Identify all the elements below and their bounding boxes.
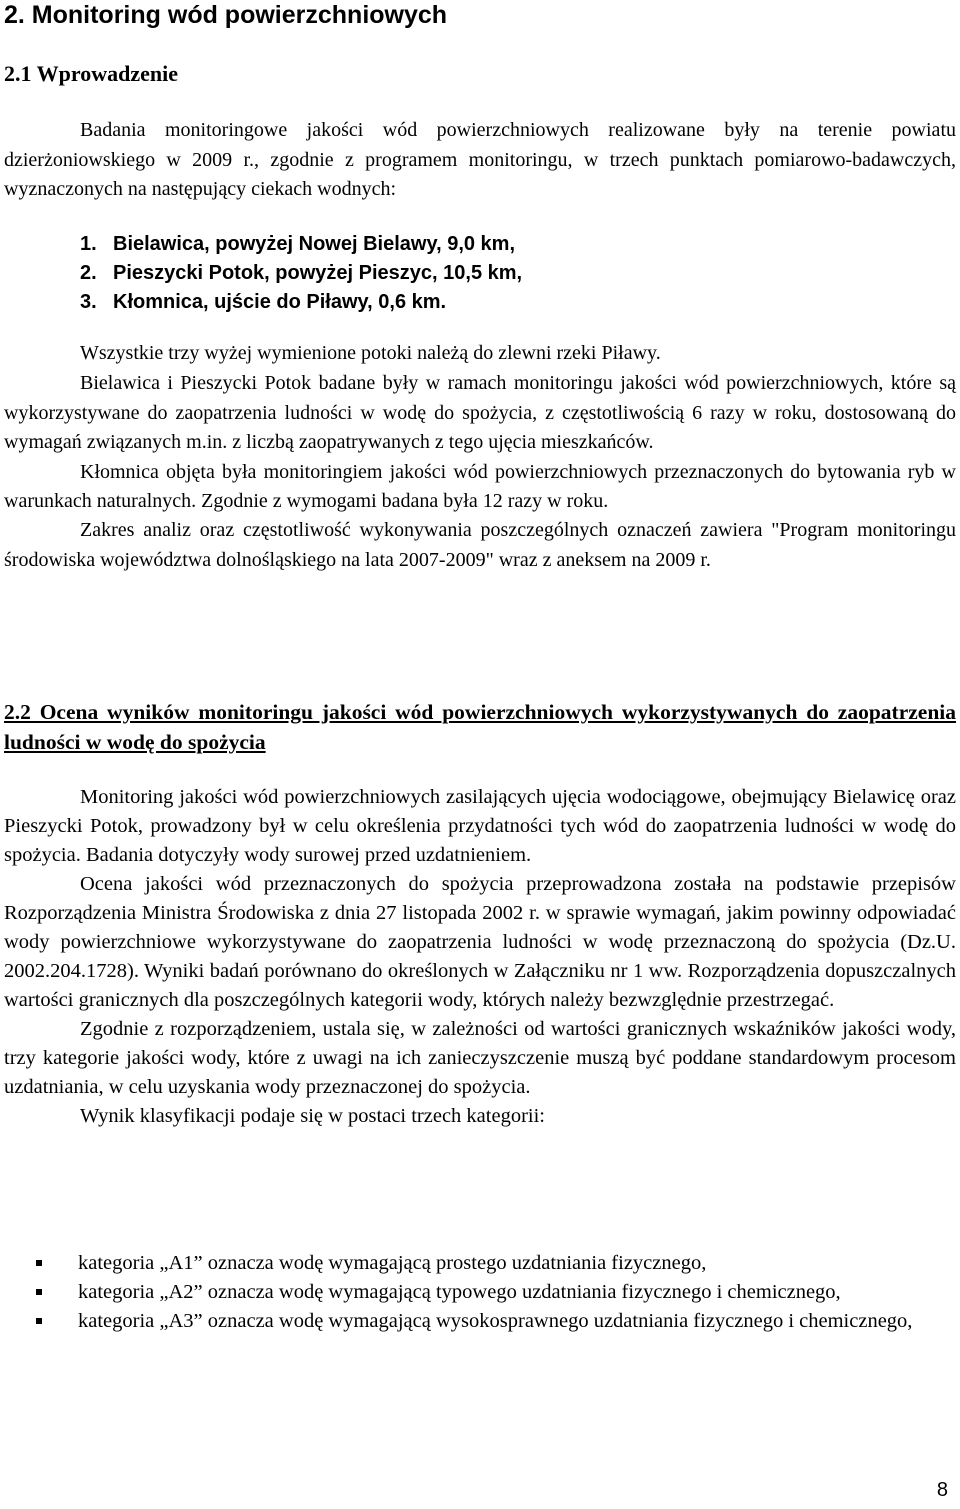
list-item-point-1 (80, 230, 880, 259)
paragraph-fish-monitoring: Kłomnica objęta była monitoringiem jakości wód powierzchniowych przeznaczonych do bytowania ryb w warunkach naturalnych. Zgodnie z wymogami badana była 12 razy w roku. (4, 460, 956, 513)
paragraph-catchment: Wszystkie trzy wyżej wymienione potoki należą do zlewni rzeki Piławy. (80, 342, 661, 364)
catchment-paragraphs (4, 339, 956, 575)
water-categories-list (36, 1249, 956, 1336)
list-item-text: kategoria „A3” oznacza wodę wymagającą wysokosprawnego uzdatniania fizycznego i chemicznego, (78, 1310, 913, 1332)
paragraph-classification: Wynik klasyfikacji podaje się w postaci trzech kategorii: (80, 1105, 545, 1127)
paragraph-monitoring-purpose: Monitoring jakości wód powierzchniowych zasilających ujęcia wodociągowe, obejmujący Bielawicę oraz Pieszycki Potok, prowadzony był w celu określenia przydatności tych wód do zaopatrzenia ludności w wodę do spożycia. Badania dotyczyły wody surowej przed uzdatnieniem. (4, 786, 956, 866)
paragraph-categories-intro: Zgodnie z rozporządzeniem, ustala się, w zależności od wartości granicznych wskaźników jakości wody, trzy kategorie jakości wody, które z uwagi na ich zanieczyszczenie muszą być poddane standardowym procesom uzdatniania, w celu uzyskania wody przeznaczonej do spożycia. (4, 1018, 956, 1098)
list-item-category-a3 (36, 1307, 956, 1336)
intro-paragraph: Badania monitoringowe jakości wód powierzchniowych realizowane były na terenie powiatu dzierżoniowskiego w 2009 r., zgodnie z programem monitoringu, w trzech punktach pomiarowo-badawczych, wyznaczonych na następujący ciekach wodnych: (4, 119, 956, 200)
list-item-category-a1 (36, 1249, 956, 1278)
assessment-paragraphs (4, 783, 956, 1131)
paragraph-regulation: Ocena jakości wód przeznaczonych do spożycia przeprowadzona została na podstawie przepisów Rozporządzenia Ministra Środowiska z dnia 27 listopada 2002 r. w sprawie wymagań, jakim powinny odpowiadać wody powierzchniowe wykorzystywane do zaopatrzenia ludności w wodę przeznaczoną do spożycia (Dz.U. 2002.204.1728). Wyniki badań porównano do określonych w Załączniku nr 1 ww. Rozporządzenia dopuszczalnych wartości granicznych dla poszczególnych kategorii wody, których należy bezwzględnie przestrzegać. (4, 873, 956, 1011)
list-item-number: 2. (80, 262, 97, 284)
intro-paragraph-block (4, 116, 956, 205)
list-item-text: kategoria „A1” oznacza wodę wymagającą prostego uzdatniania fizycznego, (78, 1252, 707, 1274)
square-bullet-icon (36, 1318, 42, 1324)
page-number: 8 (936, 1479, 948, 1501)
monitoring-points-list (80, 230, 880, 317)
list-item-text: Bielawica, powyżej Nowej Bielawy, 9,0 km, (113, 233, 516, 255)
paragraph-drinking-water-monitoring: Bielawica i Pieszycki Potok badane były w ramach monitoringu jakości wód powierzchniowych, które są wykorzystywane do zaopatrzenia ludności w wodę do spożycia, z częstotliwością 6 razy w roku, dostosowaną do wymagań związanych m.in. z liczbą zaopatrywanych z tego ujęcia mieszkańców. (4, 372, 956, 454)
list-item-category-a2 (36, 1278, 956, 1307)
section-title: 2. Monitoring wód powierzchniowych (4, 1, 448, 29)
list-item-point-3 (80, 288, 880, 317)
paragraph-program-scope: Zakres analiz oraz częstotliwość wykonywania poszczególnych oznaczeń zawiera "Program monitoringu środowiska województwa dolnośląskiego na lata 2007-2009" wraz z aneksem na 2009 r. (4, 519, 956, 571)
list-item-point-2 (80, 259, 880, 288)
list-item-text: Pieszycki Potok, powyżej Pieszyc, 10,5 km, (113, 262, 523, 284)
list-item-number: 3. (80, 291, 97, 313)
subsection-title-introduction: 2.1 Wprowadzenie (4, 61, 178, 86)
list-item-text: Kłomnica, ujście do Piławy, 0,6 km. (113, 291, 447, 313)
list-item-text: kategoria „A2” oznacza wodę wymagającą typowego uzdatniania fizycznego i chemicznego, (78, 1281, 841, 1303)
list-item-number: 1. (80, 233, 97, 255)
square-bullet-icon (36, 1260, 42, 1266)
square-bullet-icon (36, 1289, 42, 1295)
subsection-title-assessment: 2.2 Ocena wyników monitoringu jakości wód powierzchniowych wykorzystywanych do zaopatrzenia ludności w wodę do spożycia (4, 700, 956, 754)
